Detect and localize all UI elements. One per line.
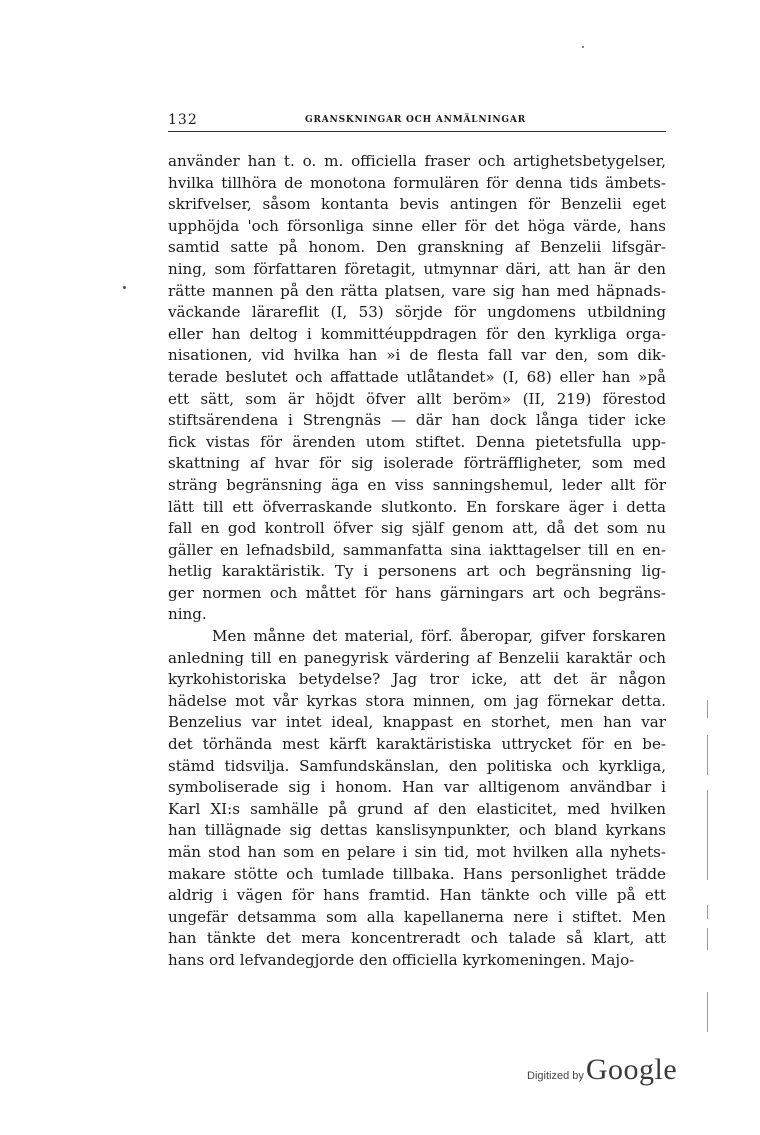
- text-line: skrifvelser, såsom kontanta bevis antingen för Benzelii eget: [168, 195, 666, 214]
- text-line: ungefär detsamma som alla kapellanerna nere i stiftet. Men: [168, 907, 666, 926]
- text-line: upphöjda 'och försonliga sinne eller för det höga värde, hans: [168, 216, 666, 235]
- text-line: han tillägnade sig dettas kanslisynpunkter, och bland kyrkans: [168, 821, 666, 840]
- google-logo: Google: [585, 1053, 678, 1086]
- text-line: Karl XI:s samhälle på grund af den elasticitet, med hvilken: [168, 799, 666, 818]
- text-line: det törhända mest kärft karaktäristiska uttrycket för en be-: [168, 735, 666, 754]
- text-line: ning, som författaren företagit, utmynnar däri, att han är den: [168, 259, 666, 278]
- scan-speck: [582, 46, 584, 48]
- margin-mark: [123, 286, 126, 289]
- text-line: makare stötte och tumlade tillbaka. Hans personlighet trädde: [168, 864, 666, 883]
- text-line: fick vistas för ärenden utom stiftet. Denna pietetsfulla upp-: [168, 432, 666, 451]
- watermark-prefix: Digitized by: [527, 1070, 584, 1082]
- text-line: samtid satte på honom. Den granskning af Benzelii lifsgär-: [168, 238, 666, 257]
- text-line: Benzelius var intet ideal, knappast en storhet, men han var: [168, 713, 666, 732]
- text-line: använder han t. o. m. officiella fraser och artighetsbetygelser,: [168, 152, 666, 170]
- text-line: skattning af hvar för sig isolerade förträffligheter, som med: [168, 454, 666, 473]
- text-line: sträng begränsning äga en viss sanningshemul, leder allt för: [168, 475, 666, 494]
- running-title: GRANSKNINGAR OCH ANMÄLNINGAR: [305, 115, 526, 125]
- text-line: nisationen, vid hvilka han »i de flesta fall var den, som dik-: [168, 346, 666, 365]
- text-line: ett sätt, som är höjdt öfver allt beröm» (II, 219) förestod: [168, 389, 666, 408]
- text-line: hans ord lefvandegjorde den officiella kyrkomeningen. Majo-: [168, 950, 635, 969]
- text-line: fall en god kontroll öfver sig själf genom att, då det som nu: [168, 519, 666, 538]
- scan-edge-mark: [707, 790, 708, 880]
- text-line: stiftsärendena i Strengnäs — där han dock långa tider icke: [168, 411, 666, 430]
- text-line: män stod han som en pelare i sin tid, mot hvilken alla nyhets-: [168, 843, 666, 861]
- text-line: han tänkte det mera koncentreradt och talade så klart, att: [168, 929, 666, 948]
- text-line: rätte mannen på den rätta platsen, vare sig han med häpnads-: [168, 281, 666, 300]
- header-rule: [168, 131, 666, 132]
- text-line: stämd tidsvilja. Samfundskänslan, den politiska och kyrkliga,: [168, 756, 666, 775]
- text-line: terade beslutet och affattade utlåtandet» (I, 68) eller han »på: [168, 367, 666, 386]
- text-line: kyrkohistoriska betydelse? Jag tror icke, att det är någon: [168, 670, 666, 689]
- text-line: hädelse mot vår kyrkas stora minnen, om jag förnekar detta.: [168, 691, 666, 710]
- text-line: lätt till ett öfverraskande slutkonto. En forskare äger i detta: [168, 497, 666, 516]
- scan-edge-mark: [707, 905, 708, 919]
- page-number: 132: [168, 112, 198, 128]
- scan-edge-mark: [707, 928, 708, 950]
- scan-edge-mark: [707, 700, 708, 718]
- body-text: [168, 151, 666, 972]
- text-line: ning.: [168, 605, 207, 624]
- text-line: eller han deltog i kommittéuppdragen för den kyrkliga orga-: [168, 324, 666, 343]
- scan-edge-mark: [707, 992, 708, 1032]
- text-line: hvilka tillhöra de monotona formulären för denna tids ämbets-: [168, 173, 666, 192]
- text-line: gäller en lefnadsbild, sammanfatta sina iakttagelser till en en-: [168, 540, 666, 559]
- text-line: symboliserade sig i honom. Han var alltigenom användbar i: [168, 778, 666, 797]
- text-line: väckande lärareflit (I, 53) sörjde för ungdomens utbildning: [168, 303, 666, 322]
- text-line: hetlig karaktäristik. Ty i personens art och begränsning lig-: [168, 562, 666, 581]
- text-line: anledning till en panegyrisk värdering af Benzelii karaktär och: [168, 648, 666, 667]
- text-line: Men månne det material, förf. åberopar, gifver forskaren: [212, 627, 666, 646]
- text-line: ger normen och måttet för hans gärningars art och begräns-: [168, 583, 666, 602]
- text-line: aldrig i vägen för hans framtid. Han tänkte och ville på ett: [168, 886, 666, 905]
- digitized-by-google-watermark: [527, 1053, 677, 1087]
- scan-edge-mark: [707, 735, 708, 775]
